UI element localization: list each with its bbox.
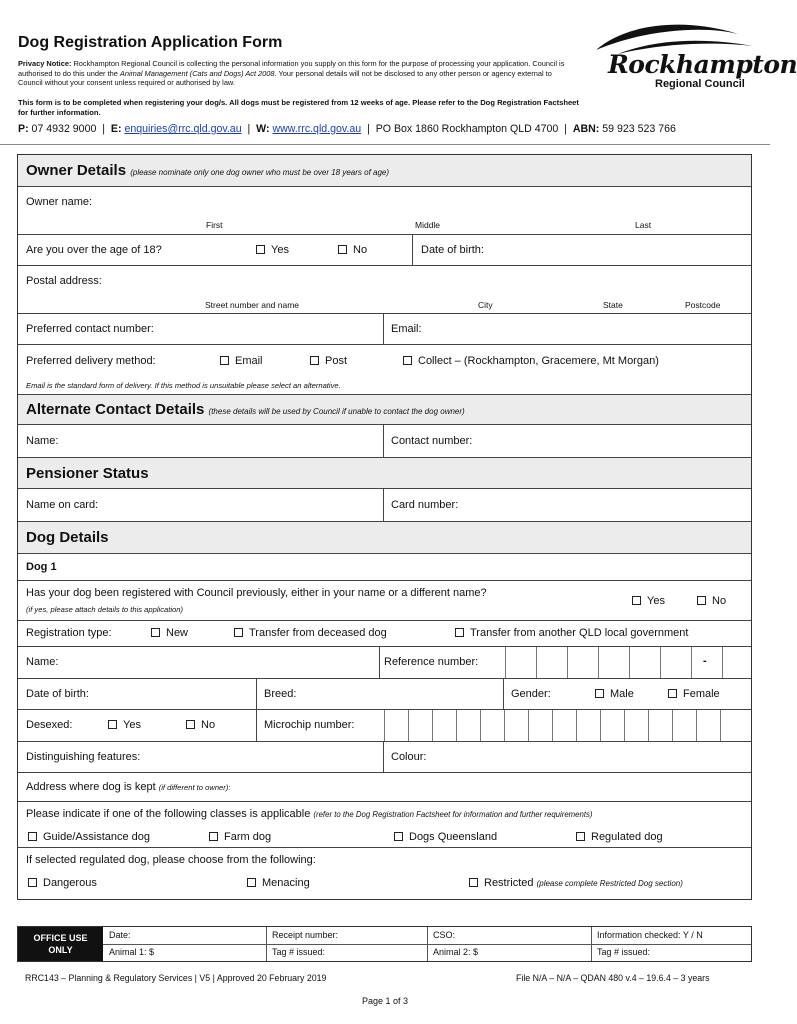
desexed-label: Desexed: [26, 719, 73, 731]
separator: | [564, 123, 567, 135]
dog-dob-label[interactable]: Date of birth: [26, 688, 89, 700]
postcode-hint: Postcode [685, 300, 721, 310]
digit-cell[interactable] [598, 647, 599, 678]
divider [379, 647, 380, 678]
digit-cell[interactable] [648, 710, 649, 741]
divider [383, 314, 384, 344]
council-logo [588, 20, 797, 96]
class-regulated-option[interactable] [576, 831, 663, 843]
office-use-line-2: ONLY [48, 945, 73, 955]
postal-address-row[interactable] [18, 266, 751, 314]
card-number-label[interactable]: Card number: [391, 499, 459, 511]
privacy-act: Animal Management (Cats and Dogs) Act 2008 [119, 68, 275, 78]
office-info-checked: Information checked: Y / N [597, 930, 703, 940]
colour-label[interactable]: Colour: [391, 751, 427, 763]
logo-wordmark: Rockhampton [608, 50, 797, 79]
digit-cell[interactable] [528, 710, 529, 741]
owner-name-row[interactable] [18, 187, 751, 235]
desexed-yes-option[interactable] [108, 719, 141, 731]
regulated-row [18, 848, 751, 899]
owner-section-header [18, 155, 751, 187]
checkbox[interactable] [186, 720, 195, 729]
digit-cell[interactable] [576, 710, 577, 741]
registration-type-row [18, 621, 751, 647]
features-colour-row [18, 742, 751, 773]
class-guide-label: Guide/Assistance dog [43, 831, 151, 843]
registered-note: (if yes, please attach details to this application) [26, 605, 184, 614]
email-link[interactable]: enquiries@rrc.qld.gov.au [124, 123, 242, 135]
checkbox[interactable] [455, 628, 464, 637]
class-dogs-qld-label: Dogs Queensland [409, 831, 498, 843]
registered-question: Has your dog been registered with Council previously, either in your name or a different name? [26, 587, 487, 599]
checkbox[interactable] [108, 720, 117, 729]
reg-transfer-deceased-label: Transfer from deceased dog [249, 627, 387, 639]
checkbox[interactable] [469, 878, 478, 887]
reg-new-label: New [166, 627, 189, 639]
phone-number: 07 4932 9000 [31, 123, 97, 135]
dog-name-label[interactable]: Name: [26, 656, 59, 668]
desexed-yes-label: Yes [123, 719, 141, 731]
digit-cell[interactable] [408, 710, 409, 741]
digit-cell[interactable] [384, 710, 385, 741]
divider [427, 927, 428, 961]
footer-document-info: RRC143 – Planning & Regulatory Services | V5 | Approved 20 February 2019 [25, 973, 327, 983]
first-name-hint: First [206, 220, 223, 230]
office-tag-1: Tag # issued: [272, 947, 326, 957]
privacy-text-2: . Your personal details will not be disclosed to any other person or agency external to Council without your consent unless required or authorised by law. [18, 68, 552, 88]
name-on-card-label[interactable]: Name on card: [26, 499, 99, 511]
checkbox[interactable] [247, 878, 256, 887]
dob-breed-gender-row [18, 679, 751, 710]
gender-male-label: Male [610, 688, 634, 700]
reference-dash: - [703, 655, 707, 667]
checkbox[interactable] [310, 356, 319, 365]
restricted-note: (please complete Restricted Dog section) [536, 879, 683, 888]
separator: | [102, 123, 106, 135]
owner-section-title: Owner Details [26, 162, 127, 179]
age-no-option[interactable] [338, 244, 367, 256]
checkbox[interactable] [220, 356, 229, 365]
reg-transfer-qld-label: Transfer from another QLD local government [470, 627, 689, 639]
header-divider [0, 144, 770, 145]
alternate-contact-label[interactable]: Contact number: [391, 435, 473, 447]
digit-cell[interactable] [672, 710, 673, 741]
alternate-section-note: (these details will be used by Council if unable to contact the dog owner) [208, 407, 465, 416]
postal-address-label: Postal address: [26, 275, 102, 287]
last-name-hint: Last [635, 220, 652, 230]
web-label: W: [256, 123, 270, 135]
office-use-label [18, 927, 103, 961]
delivery-note: Email is the standard form of delivery. If this method is unsuitable please select an alternative. [26, 381, 341, 390]
owner-name-label: Owner name: [26, 196, 93, 208]
checkbox[interactable] [394, 832, 403, 841]
digit-cell[interactable] [536, 647, 537, 678]
menacing-label: Menacing [262, 877, 310, 889]
digit-cell[interactable] [505, 647, 506, 678]
desexed-microchip-row [18, 710, 751, 742]
owner-dob-label[interactable]: Date of birth: [421, 244, 484, 256]
digit-cell[interactable] [600, 710, 601, 741]
regulated-question: If selected regulated dog, please choose from the following: [26, 854, 316, 866]
pensioner-row [18, 489, 751, 522]
microchip-label: Microchip number: [264, 719, 355, 731]
menacing-option[interactable] [247, 877, 310, 889]
classes-question: Please indicate if one of the following classes is applicable [26, 808, 311, 820]
class-dogs-qld-option[interactable] [394, 831, 497, 843]
age-no-label: No [353, 244, 368, 256]
office-use-line-1: OFFICE USE [33, 933, 88, 943]
class-regulated-label: Regulated dog [591, 831, 663, 843]
checkbox[interactable] [256, 245, 265, 254]
delivery-post-option[interactable] [310, 355, 347, 367]
delivery-collect-label: Collect – (Rockhampton, Gracemere, Mt Morgan) [418, 355, 659, 367]
reg-transfer-qld-option[interactable] [455, 627, 688, 639]
office-date: Date: [109, 930, 131, 940]
delivery-email-label: Email [235, 355, 263, 367]
reference-number-label: Reference number: [384, 656, 479, 668]
features-label[interactable]: Distinguishing features: [26, 751, 141, 763]
website-link[interactable]: www.rrc.qld.gov.au [272, 123, 362, 135]
office-cso: CSO: [433, 930, 456, 940]
registered-no-label: No [712, 595, 727, 607]
checkbox[interactable] [28, 832, 37, 841]
privacy-label: Privacy Notice: [18, 59, 72, 68]
divider [383, 489, 384, 521]
class-farm-label: Farm dog [224, 831, 272, 843]
office-tag-2: Tag # issued: [597, 947, 651, 957]
desexed-no-option[interactable] [186, 719, 215, 731]
divider [383, 742, 384, 772]
abn-number: 59 923 523 766 [602, 123, 676, 135]
delivery-email-option[interactable] [220, 355, 263, 367]
gender-female-option[interactable] [668, 688, 720, 700]
delivery-post-label: Post [325, 355, 348, 367]
gender-label: Gender: [511, 688, 551, 700]
registered-yes-label: Yes [647, 595, 665, 607]
digit-cell[interactable] [456, 710, 457, 741]
class-farm-option[interactable] [209, 831, 271, 843]
checkbox[interactable] [338, 245, 347, 254]
logo-subtitle: Regional Council [655, 78, 745, 90]
digit-cell[interactable] [480, 710, 481, 741]
class-guide-option[interactable] [28, 831, 150, 843]
desexed-no-label: No [201, 719, 216, 731]
digit-cell[interactable] [432, 710, 433, 741]
dog-address-label: Address where dog is kept [26, 781, 156, 793]
dog-address-note: (if different to owner): [158, 783, 231, 792]
privacy-text-1: Rockhampton Regional Council is collecting the personal information you supply on this form for the purpose of processing your application. Council is authorised to do this under the [18, 59, 565, 78]
divider [266, 927, 267, 961]
digit-cell[interactable] [567, 647, 568, 678]
restricted-label: Restricted [484, 877, 534, 889]
divider [383, 425, 384, 457]
separator: | [247, 123, 251, 135]
abn-label: ABN: [572, 123, 600, 135]
privacy-notice [18, 59, 578, 88]
office-use-box [17, 926, 752, 962]
gender-female-label: Female [683, 688, 720, 700]
checkbox[interactable] [234, 628, 243, 637]
dog-section-title: Dog Details [26, 529, 109, 546]
delivery-collect-option[interactable] [403, 355, 659, 367]
digit-cell[interactable] [660, 647, 661, 678]
pensioner-section-title: Pensioner Status [26, 465, 149, 482]
checkbox[interactable] [151, 628, 160, 637]
registered-row [18, 581, 751, 621]
page-number: Page 1 of 3 [361, 996, 409, 1006]
divider [591, 927, 592, 961]
reg-new-option[interactable] [151, 627, 188, 639]
office-receipt: Receipt number: [272, 930, 339, 940]
divider [256, 679, 257, 709]
city-hint: City [478, 300, 493, 310]
dog1-heading: Dog 1 [26, 561, 57, 573]
office-animal-1: Animal 1: $ [109, 947, 155, 957]
registration-type-label: Registration type: [26, 627, 112, 639]
digit-cell[interactable] [696, 710, 697, 741]
contact-email-row [18, 314, 751, 345]
dog-name-row [18, 647, 751, 679]
dog1-heading-row [18, 554, 751, 581]
restricted-option[interactable] [469, 877, 683, 889]
checkbox[interactable] [403, 356, 412, 365]
digit-cell[interactable] [629, 647, 630, 678]
dangerous-option[interactable] [28, 877, 97, 889]
contact-number-label[interactable]: Preferred contact number: [26, 323, 154, 335]
checkbox[interactable] [632, 596, 641, 605]
delivery-method-label: Preferred delivery method: [26, 355, 156, 367]
owner-section-note: (please nominate only one dog owner who must be over 18 years of age) [130, 168, 390, 177]
email-field-label[interactable]: Email: [391, 323, 422, 335]
digit-cell[interactable] [691, 647, 692, 678]
age-yes-option[interactable] [256, 244, 289, 256]
checkbox[interactable] [595, 689, 604, 698]
digit-cell[interactable] [504, 710, 505, 741]
digit-cell[interactable] [722, 647, 723, 678]
form-instructions: This form is to be completed when registering your dog/s. All dogs must be registered from 12 weeks of age. Please refer to the Dog Registration Factsheet for further information. [18, 98, 579, 117]
checkbox[interactable] [209, 832, 218, 841]
po-box: PO Box 1860 Rockhampton QLD 4700 [375, 123, 559, 135]
delivery-row [18, 345, 751, 395]
alternate-section-title: Alternate Contact Details [26, 401, 205, 418]
checkbox[interactable] [576, 832, 585, 841]
alternate-name-label[interactable]: Name: [26, 435, 59, 447]
breed-label[interactable]: Breed: [264, 688, 297, 700]
alternate-section-header [18, 395, 751, 425]
pensioner-section-header [18, 458, 751, 489]
contact-line [18, 123, 676, 135]
phone-label: P: [18, 123, 29, 135]
form-title: Dog Registration Application Form [18, 34, 283, 51]
separator: | [367, 123, 370, 135]
digit-cell[interactable] [720, 710, 721, 741]
footer-file-info: File N/A – N/A – QDAN 480 v.4 – 19.6.4 – 3 years [516, 973, 710, 983]
digit-cell[interactable] [552, 710, 553, 741]
reg-transfer-deceased-option[interactable] [234, 627, 387, 639]
state-hint: State [603, 300, 623, 310]
divider [412, 235, 413, 265]
age-row [18, 235, 751, 266]
office-animal-2: Animal 2: $ [433, 947, 479, 957]
digit-cell[interactable] [624, 710, 625, 741]
registered-no-option[interactable] [697, 595, 726, 607]
checkbox[interactable] [28, 878, 37, 887]
divider [256, 710, 257, 741]
application-form [17, 154, 752, 900]
middle-name-hint: Middle [415, 220, 441, 230]
dangerous-label: Dangerous [43, 877, 97, 889]
age-question: Are you over the age of 18? [26, 244, 162, 256]
street-hint: Street number and name [205, 300, 300, 310]
classes-row [18, 802, 751, 848]
dog-section-header [18, 522, 751, 554]
classes-note: (refer to the Dog Registration Factsheet for information and further requirements) [313, 810, 593, 819]
age-yes-label: Yes [271, 244, 289, 256]
dog-address-row[interactable] [18, 773, 751, 802]
divider [503, 679, 504, 709]
registered-yes-option[interactable] [632, 595, 665, 607]
email-label: E: [110, 123, 122, 135]
gender-male-option[interactable] [595, 688, 634, 700]
checkbox[interactable] [668, 689, 677, 698]
alternate-row [18, 425, 751, 458]
checkbox[interactable] [697, 596, 706, 605]
